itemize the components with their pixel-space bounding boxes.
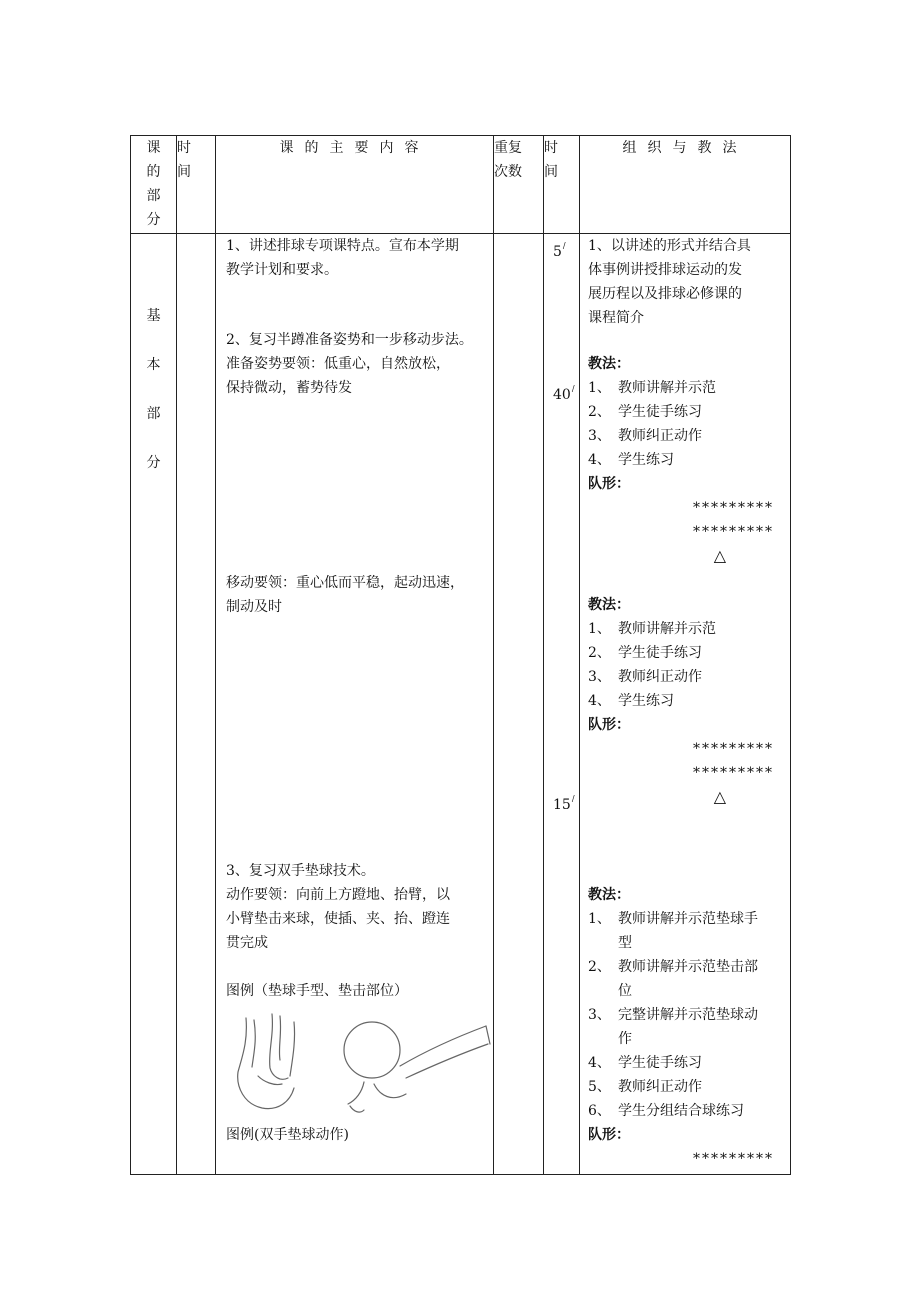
org-block-4: 教法： 1、 教师讲解并示范垫球手 型 2、 教师讲解并示范垫击部 位 3、 完整讲解并示范垫球动 作 4、 学生徒手练习 5、 教师纠正动作 6、 学生分组结合球练习 队形： ********* [588,883,782,1171]
method-item: 1、 教师讲解并示范垫球手 [588,911,758,927]
method-item: 4、 学生徒手练习 [588,1055,702,1071]
method-item: 5、 教师纠正动作 [588,1079,702,1095]
formation-row: ********* [693,741,774,757]
header-part: 课 的 部 分 [131,136,177,234]
header-row [131,136,791,234]
time-value-2: 40/ [553,384,575,403]
org-block-1: 1、以讲述的形式并结合具 体事例讲授排球运动的发 展历程以及排球必修课的 课程简介 [588,238,751,326]
formation-row: ********* [693,500,774,516]
method-item: 1、 教师讲解并示范 [588,380,716,396]
formation-row: ********* [693,1151,774,1167]
body-content [216,234,494,1175]
method-item: 6、 学生分组结合球练习 [588,1103,744,1119]
lesson-plan-table [130,135,791,1175]
body-repeat [494,234,544,1175]
org-block-2: 教法： 1、 教师讲解并示范 2、 学生徒手练习 3、 教师纠正动作 4、 学生练习 队形： ********* ********* △ [588,352,782,568]
body-time [177,234,216,1175]
teacher-triangle-icon: △ [713,546,726,565]
content-block-1: 1、讲述排球专项课特点。宣布本学期 教学计划和要求。 [226,238,459,278]
method-item: 3、 完整讲解并示范垫球动 [588,1007,758,1023]
formation-row: ********* [693,765,774,781]
bump-pass-illustration [224,1012,494,1122]
method-item: 2、 学生徒手练习 [588,404,702,420]
figure-caption-1: 图例（垫球手型、垫击部位） [226,983,408,999]
content-block-3: 移动要领：重心低而平稳，起动迅速， 制动及时 [226,575,464,615]
teacher-triangle-icon: △ [713,787,726,806]
header-time: 时 间 [177,136,216,234]
header-content: 课的主要内容 [216,136,494,234]
method-item: 1、 教师讲解并示范 [588,621,716,637]
body-part: 基 本 部 分 [131,234,177,1175]
formation-row: ********* [693,524,774,540]
method-item: 4、 学生练习 [588,693,674,709]
method-item: 2、 教师讲解并示范垫击部 [588,959,758,975]
method-item: 2、 学生徒手练习 [588,645,702,661]
time-value-1: 5/ [553,241,566,260]
header-time-2: 时 间 [544,136,580,234]
body-row [131,234,791,1175]
org-block-3: 教法： 1、 教师讲解并示范 2、 学生徒手练习 3、 教师纠正动作 4、 学生练习 队形： ********* ********* △ [588,593,782,809]
content-block-2: 2、复习半蹲准备姿势和一步移动步法。 准备姿势要领：低重心，自然放松， 保持微动，蓄势待发 [226,332,473,396]
body-organization [580,234,791,1175]
method-item: 3、 教师纠正动作 [588,669,702,685]
time-value-3: 15/ [553,794,575,813]
method-item: 4、 学生练习 [588,452,674,468]
header-repeat: 重复 次数 [494,136,544,234]
method-item: 3、 教师纠正动作 [588,428,702,444]
header-organization: 组织与教法 [580,136,791,234]
body-time-2 [544,234,580,1175]
content-block-4: 3、复习双手垫球技术。 动作要领：向前上方蹬地、抬臂，以 小臂垫击来球，使插、夹、抬、蹬连 贯完成 [226,863,450,951]
figure-caption-2: 图例(双手垫球动作) [226,1127,349,1143]
